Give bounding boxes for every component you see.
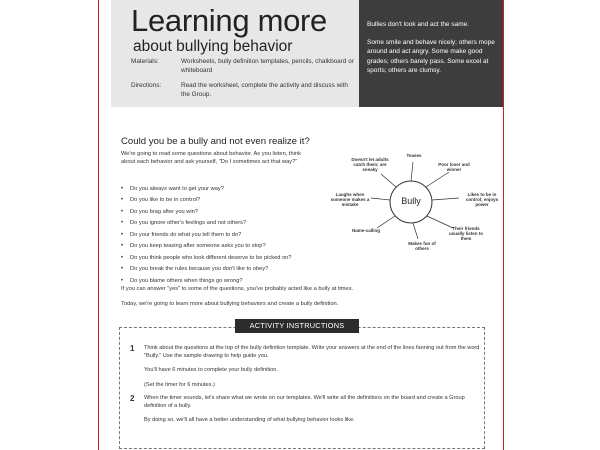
- bullet-icon: •: [121, 254, 124, 261]
- page-subtitle: about bullying behavior: [133, 38, 293, 55]
- sidebar-text-1: Bullies don't look and act the same.: [367, 21, 470, 28]
- list-item: • Do you brag after you win?: [121, 207, 321, 218]
- diagram-label: Likes to be in control; enjoys power: [465, 192, 499, 208]
- step-1-text: Think about the questions at the top of the bully definition template. Write your answers at the end of the lines fanning out from the word "Bully." Use the sample drawing to help guide you.: [144, 345, 480, 359]
- diagram-label: Laughs when someone makes a mistake: [330, 192, 370, 208]
- list-item: • Do you think people who look different deserve to be picked on?: [121, 253, 321, 264]
- worksheet-page: [98, 0, 504, 450]
- step-1-timer-text: (Set the timer for 6 minutes.): [144, 382, 215, 388]
- step-number-2: 2: [130, 394, 135, 403]
- step-2-summary-text: By doing so, we'll all have a better understanding of what bullying behavior looks like.: [144, 417, 355, 423]
- diagram-label: Makes fun of others: [408, 241, 436, 252]
- activity-heading: ACTIVITY INSTRUCTIONS: [235, 319, 359, 333]
- materials-value: Worksheets, bully definition templates, pencils, chalkboard or whiteboard: [181, 58, 354, 74]
- note-text-2: Today, we're going to learn more about bullying behaviors and create a bully definition.: [121, 301, 339, 307]
- activity-box: [119, 327, 485, 449]
- header-panel: [111, 0, 359, 107]
- bullet-icon: •: [121, 220, 124, 227]
- directions-value: Read the worksheet, complete the activity and discuss with the Group.: [181, 82, 348, 98]
- step-1-time-text: You'll have 6 minutes to complete your bully definition.: [144, 367, 278, 373]
- intro-text: We're going to read some questions about behavior. As you listen, think about each behavior and ask yourself, "Do I sometimes act that way?": [121, 151, 301, 165]
- directions-label: Directions:: [131, 82, 162, 89]
- list-item: • Do you blame others when things go wrong?: [121, 276, 321, 287]
- diagram-label: Teases: [406, 153, 422, 158]
- bullet-icon: •: [121, 208, 124, 215]
- list-item: • Do you always want to get your way?: [121, 184, 321, 195]
- diagram-label: Name-calling: [351, 228, 380, 233]
- bullet-icon: •: [121, 231, 124, 238]
- diagram-label: Poor loser and winner: [438, 162, 470, 173]
- list-item: • Do you keep teasing after someone asks you to stop?: [121, 241, 321, 252]
- step-2-text: When the timer sounds, let's share what we wrote on our templates. We'll write all the definitions on the board and create a Group definition of a bully.: [144, 395, 465, 409]
- bullet-icon: •: [121, 186, 124, 192]
- page-title: Learning more: [131, 3, 327, 38]
- list-item: • Do you ignore other's feelings and not others?: [121, 218, 321, 229]
- list-item: • Do your friends do what you tell them to do?: [121, 230, 321, 241]
- diagram-label: Doesn't let adults catch them; are sneaky: [351, 157, 389, 173]
- diagram-center-label: Bully: [401, 196, 421, 206]
- diagram-label: Their friends usually listen to them: [448, 226, 483, 242]
- sidebar-text-2: Some smile and behave nicely; others mope around and act angry. Some make good grades; others barely pass. Some excel at sports; others are clumsy.: [367, 39, 495, 75]
- materials-label: Materials:: [131, 58, 159, 65]
- bullet-icon: •: [121, 197, 124, 204]
- note-text-1: If you can answer "yes" to some of the questions, you've probably acted like a bully at times.: [121, 286, 354, 292]
- section-heading: Could you be a bully and not even realize it?: [121, 136, 310, 147]
- step-number-1: 1: [130, 344, 135, 353]
- list-item: • Do you like to be in control?: [121, 195, 321, 206]
- list-item: • Do you break the rules because you don't like to obey?: [121, 264, 321, 275]
- bullet-icon: •: [121, 266, 124, 273]
- bullet-icon: •: [121, 243, 124, 250]
- bully-diagram: [321, 148, 504, 258]
- sidebar-panel: [359, 0, 504, 107]
- questions-list: [121, 184, 321, 287]
- bullet-icon: •: [121, 277, 124, 284]
